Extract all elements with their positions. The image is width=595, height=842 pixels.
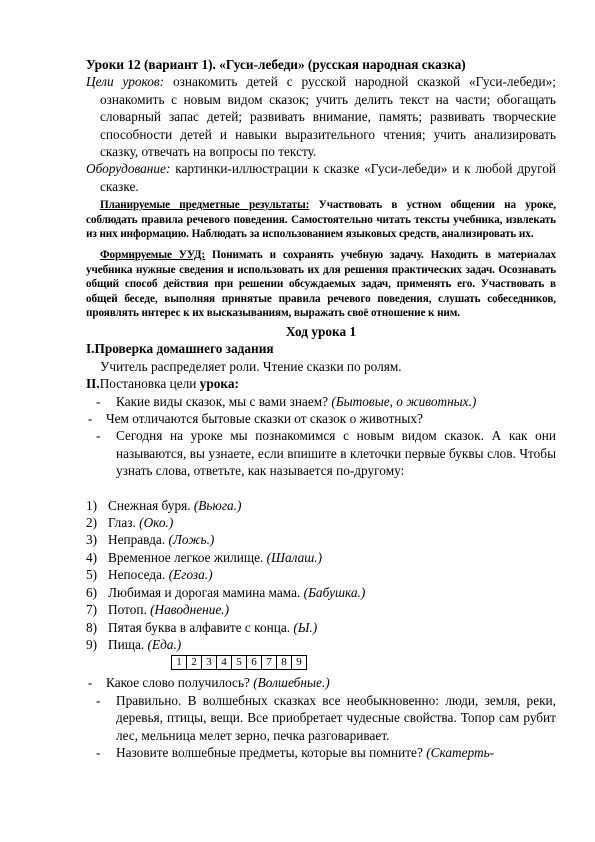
letter-cell[interactable]: 2: [186, 655, 202, 670]
question-4-answer: (Волшебные.): [253, 675, 330, 691]
item-answer: (Наводнение.): [150, 602, 229, 618]
word-list-item: [86, 636, 556, 653]
question-1-answer: (Бытовые, о животных.): [331, 393, 477, 409]
lesson-title: Уроки 12 (вариант 1). «Гуси-лебеди» (русская народная сказка): [86, 57, 466, 72]
item-answer: (Еда.): [147, 636, 182, 652]
letter-cell[interactable]: 8: [276, 655, 292, 670]
item-answer: (Ы.): [293, 619, 318, 635]
word-list-item: [86, 584, 556, 601]
letter-cell[interactable]: 5: [231, 655, 247, 670]
item-text: Непоседа.: [108, 567, 169, 583]
question-2: [86, 410, 556, 427]
item-answer: (Ложь.): [168, 532, 215, 548]
question-1: [86, 393, 556, 410]
item-text: Неправда.: [108, 532, 169, 548]
item-text: Пятая буква в алфавите с конца.: [108, 619, 294, 635]
word-list-item: [86, 619, 556, 636]
results-label: Планируемые предметные результаты:: [100, 199, 310, 212]
dash-marker: -: [88, 675, 93, 691]
equipment-text: картинки-иллюстрации к сказке «Гуси-лебеди» и к любой другой сказке.: [100, 161, 557, 194]
question-3: [86, 427, 556, 479]
item-number: 3): [86, 532, 98, 548]
letter-cell[interactable]: 4: [216, 655, 232, 670]
item-number: 2): [86, 515, 98, 531]
question-6-text: Назовите волшебные предметы, которые вы помните?: [116, 744, 427, 760]
word-list-item: [86, 514, 556, 531]
item-text: Пища.: [108, 636, 148, 652]
dash-marker: -: [96, 393, 101, 409]
uud-paragraph: [86, 248, 556, 321]
item-number: 6): [86, 584, 98, 600]
goals-paragraph: [86, 73, 556, 160]
question-6-answer: (Скатерть-: [426, 744, 495, 760]
equipment-label: Оборудование:: [86, 161, 171, 177]
question-6: [86, 744, 556, 761]
question-4: [86, 674, 556, 691]
question-4-text: Какое слово получилось?: [106, 675, 254, 691]
section-2-title-end: урока:: [199, 376, 239, 392]
dash-marker: -: [88, 411, 93, 427]
item-number: 4): [86, 549, 98, 565]
item-number: 9): [86, 636, 98, 652]
question-5: [86, 692, 556, 744]
goals-label: Цели уроков:: [86, 74, 165, 90]
equipment-paragraph: [86, 160, 556, 195]
item-number: 5): [86, 567, 98, 583]
section-1-heading: I.Проверка домашнего задания: [86, 341, 274, 357]
question-1-text: Какие виды сказок, мы с вами знаем?: [116, 393, 332, 409]
section-2-title: Постановка цели: [99, 376, 200, 392]
crossword-cells: [172, 655, 556, 670]
word-list-item: [86, 531, 556, 548]
goals-text: ознакомить детей с русской народной сказкой «Гуси-лебеди»; ознакомить с новым видом сказок; учить делить текст на части; обогащать словарный запас детей; развивать внимание, память; развивать творческие способности детей и навыки выразительного чтения; учить анализировать сказку, отвечать на вопросы по тексту.: [100, 74, 556, 160]
section-2-number: II.: [86, 376, 100, 392]
dash-marker: -: [96, 692, 101, 708]
results-text: Участвовать в устном общении на уроке, соблюдать правила речевого поведения. Самостоятельно читать тексты учебника, извлекать из них информацию. Наблюдать за использованием языковых средств, анализировать их.: [86, 199, 556, 241]
section-2-heading: [86, 375, 556, 392]
word-list: [86, 497, 556, 654]
section-1-text: Учитель распределяет роли. Чтение сказки по ролям.: [100, 358, 402, 374]
item-answer: (Око.): [139, 515, 174, 531]
question-3-text: Сегодня на уроке мы познакомимся с новым видом сказок. А как они называются, вы узнаете, если впишите в клеточки первые буквы слов. Чтобы узнать слова, ответьте, как называется по-другому:: [116, 428, 556, 479]
item-number: 8): [86, 619, 98, 635]
document-page: [86, 56, 556, 761]
uud-label: Формируемые УУД:: [100, 249, 206, 262]
letter-cell[interactable]: 3: [201, 655, 217, 670]
word-list-item: [86, 566, 556, 583]
item-text: Потоп.: [108, 602, 151, 618]
uud-text: Понимать и сохранять учебную задачу. Находить в материалах учебника нужные сведения и использовать их для решения практических задач. Осознавать общий способ действия при решении обсуждаемых задач, применять его. Участвовать в общей беседе, выполняя принятые правила речевого поведения, слушать собеседников, проявлять интерес к их высказываниям, выражать своё отношение к ним.: [86, 249, 556, 320]
item-answer: (Шалаш.): [266, 549, 323, 565]
word-list-item: [86, 549, 556, 566]
dash-marker: -: [96, 428, 101, 444]
word-list-item: [86, 601, 556, 618]
letter-cell[interactable]: 6: [246, 655, 262, 670]
dash-marker: -: [96, 744, 101, 760]
question-5-text: Правильно. В волшебных сказках все необыкновенно: люди, земля, реки, деревья, птицы, вещи. Все приобретает чудесные свойства. Топор сам рубит лес, мельница мелет зерно, печка разговаривает.: [116, 692, 556, 743]
results-paragraph: [86, 198, 556, 242]
word-list-item: [86, 497, 556, 514]
item-number: 1): [86, 497, 98, 513]
item-answer: (Вьюга.): [193, 497, 242, 513]
course-heading: Ход урока 1: [285, 324, 357, 339]
item-text: Любимая и дорогая мамина мама.: [108, 584, 304, 600]
item-text: Временное легкое жилище.: [108, 549, 267, 565]
item-answer: (Бабушка.): [303, 584, 366, 600]
item-text: Глаз.: [108, 515, 140, 531]
letter-cell[interactable]: 7: [261, 655, 277, 670]
item-number: 7): [86, 602, 98, 618]
letter-cell[interactable]: 9: [291, 655, 307, 670]
letter-cell[interactable]: 1: [171, 655, 187, 670]
item-text: Снежная буря.: [108, 497, 194, 513]
item-answer: (Егоза.): [168, 567, 213, 583]
question-2-text: Чем отличаются бытовые сказки от сказок о животных?: [106, 411, 423, 427]
